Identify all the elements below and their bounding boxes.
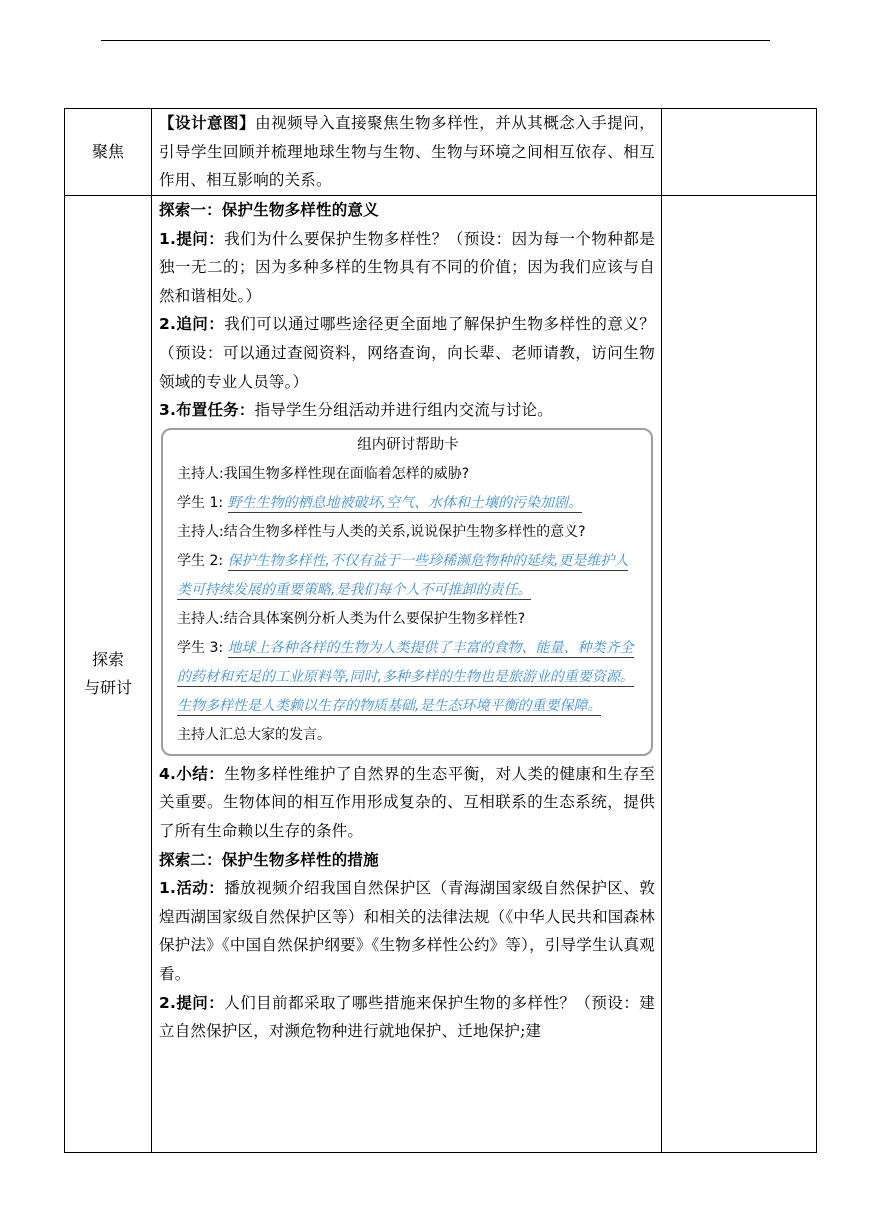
student-2-label: 学生 2:: [177, 552, 224, 569]
q1-label: 1.提问：: [159, 229, 225, 248]
q2-label: 2.追问：: [159, 315, 225, 334]
explore-label-line1: 探索: [91, 650, 124, 669]
explore1-summary: [159, 760, 655, 846]
explore-content: [152, 196, 662, 1153]
host-closing: 主持人汇总大家的发言。: [177, 726, 331, 743]
q1-text: 我们为什么要保护生物多样性？（预设：因为每一个物种都是独一无二的；因为多种多样的生物具有不同的价值；因为我们应该与自然和谐相处。）: [159, 229, 655, 305]
header-rule: [101, 40, 770, 41]
explore1-heading: 探索一：保护生物多样性的意义: [159, 201, 379, 219]
focus-label: 聚焦: [65, 109, 152, 196]
design-intent-tag: 【设计意图】: [159, 114, 256, 132]
focus-content: [152, 109, 662, 196]
student-3-text: 地球上各种各样的生物为人类提供了丰富的食物、能量、种类齐全的药材和充足的工业原料等,同时,多种多样的生物也是旅游业的重要资源。生物多样性是人类赖以生存的物质基础,是生态环境平衡的重要保障。: [177, 639, 634, 714]
host-question-3: 主持人:结合具体案例分析人类为什么要保护生物多样性?: [177, 610, 526, 627]
a1-label: 1.活动：: [159, 879, 225, 898]
explore-notes-cell: [662, 196, 817, 1153]
summary-label: 4.小结：: [159, 764, 225, 783]
student-1-text: 野生生物的栖息地被破坏,空气、水体和土壤的污染加剧。: [227, 494, 582, 511]
explore-row: [65, 196, 817, 1153]
student-1-answer: [177, 489, 639, 518]
explore-label-line2: 与研讨: [83, 678, 132, 697]
explore2-heading: 探索二：保护生物多样性的措施: [159, 850, 379, 869]
summary-text: 生物多样性维护了自然界的生态平衡，对人类的健康和生存至关重要。生物体间的相互作用形成复杂的、互相联系的生态系统，提供了所有生命赖以生存的条件。: [159, 764, 655, 840]
design-intent-text: 由视频导入直接聚焦生物多样性，并从其概念入手提问，引导学生回顾并梳理地球生物与生物、生物与环境之间相互依存、相互作用、相互影响的关系。: [159, 114, 655, 190]
a2-label: 2.提问：: [159, 993, 225, 1012]
explore1-question-2: [159, 310, 655, 396]
a1-text: 播放视频介绍我国自然保护区（青海湖国家级自然保护区、敦煌西湖国家级自然保护区等）和相关的法律法规（《中华人民共和国森林保护法》《中国自然保护纲要》《生物多样性公约》等），引导学生认真观看。: [159, 879, 655, 983]
lesson-plan-table: [64, 108, 817, 1153]
student-2-answer: [177, 547, 639, 605]
student-2-text: 保护生物多样性,不仅有益于一些珍稀濒危物种的延续,更是维护人类可持续发展的重要策略,是我们每个人不可推卸的责任。: [177, 552, 629, 598]
explore1-task: [159, 396, 655, 425]
discussion-help-card: [161, 428, 653, 756]
q3-text: 指导学生分组活动并进行组内交流与讨论。: [254, 401, 553, 420]
student-3-answer: [177, 634, 639, 721]
explore2-question: [159, 989, 655, 1046]
design-intent: [159, 109, 655, 195]
host-question-1: 主持人:我国生物多样性现在面临着怎样的威胁?: [177, 465, 470, 482]
card-title: 组内研讨帮助卡: [357, 436, 459, 453]
explore2-activity: [159, 874, 655, 988]
focus-row: [65, 109, 817, 196]
q3-label: 3.布置任务：: [159, 401, 255, 420]
explore1-question-1: [159, 225, 655, 311]
q2-text: 我们可以通过哪些途径更全面地了解保护生物多样性的意义？（预设：可以通过查阅资料，网络查询，向长辈、老师请教，访问生物领域的专业人员等。）: [159, 315, 655, 391]
student-3-label: 学生 3:: [177, 639, 224, 656]
host-question-2: 主持人:结合生物多样性与人类的关系,说说保护生物多样性的意义?: [177, 523, 586, 540]
focus-notes-cell: [662, 109, 817, 196]
explore-label: [65, 196, 152, 1153]
a2-text: 人们目前都采取了哪些措施来保护生物的多样性？（预设：建立自然保护区，对濒危物种进行就地保护、迁地保护;建: [159, 993, 655, 1041]
student-1-label: 学生 1:: [177, 494, 224, 511]
